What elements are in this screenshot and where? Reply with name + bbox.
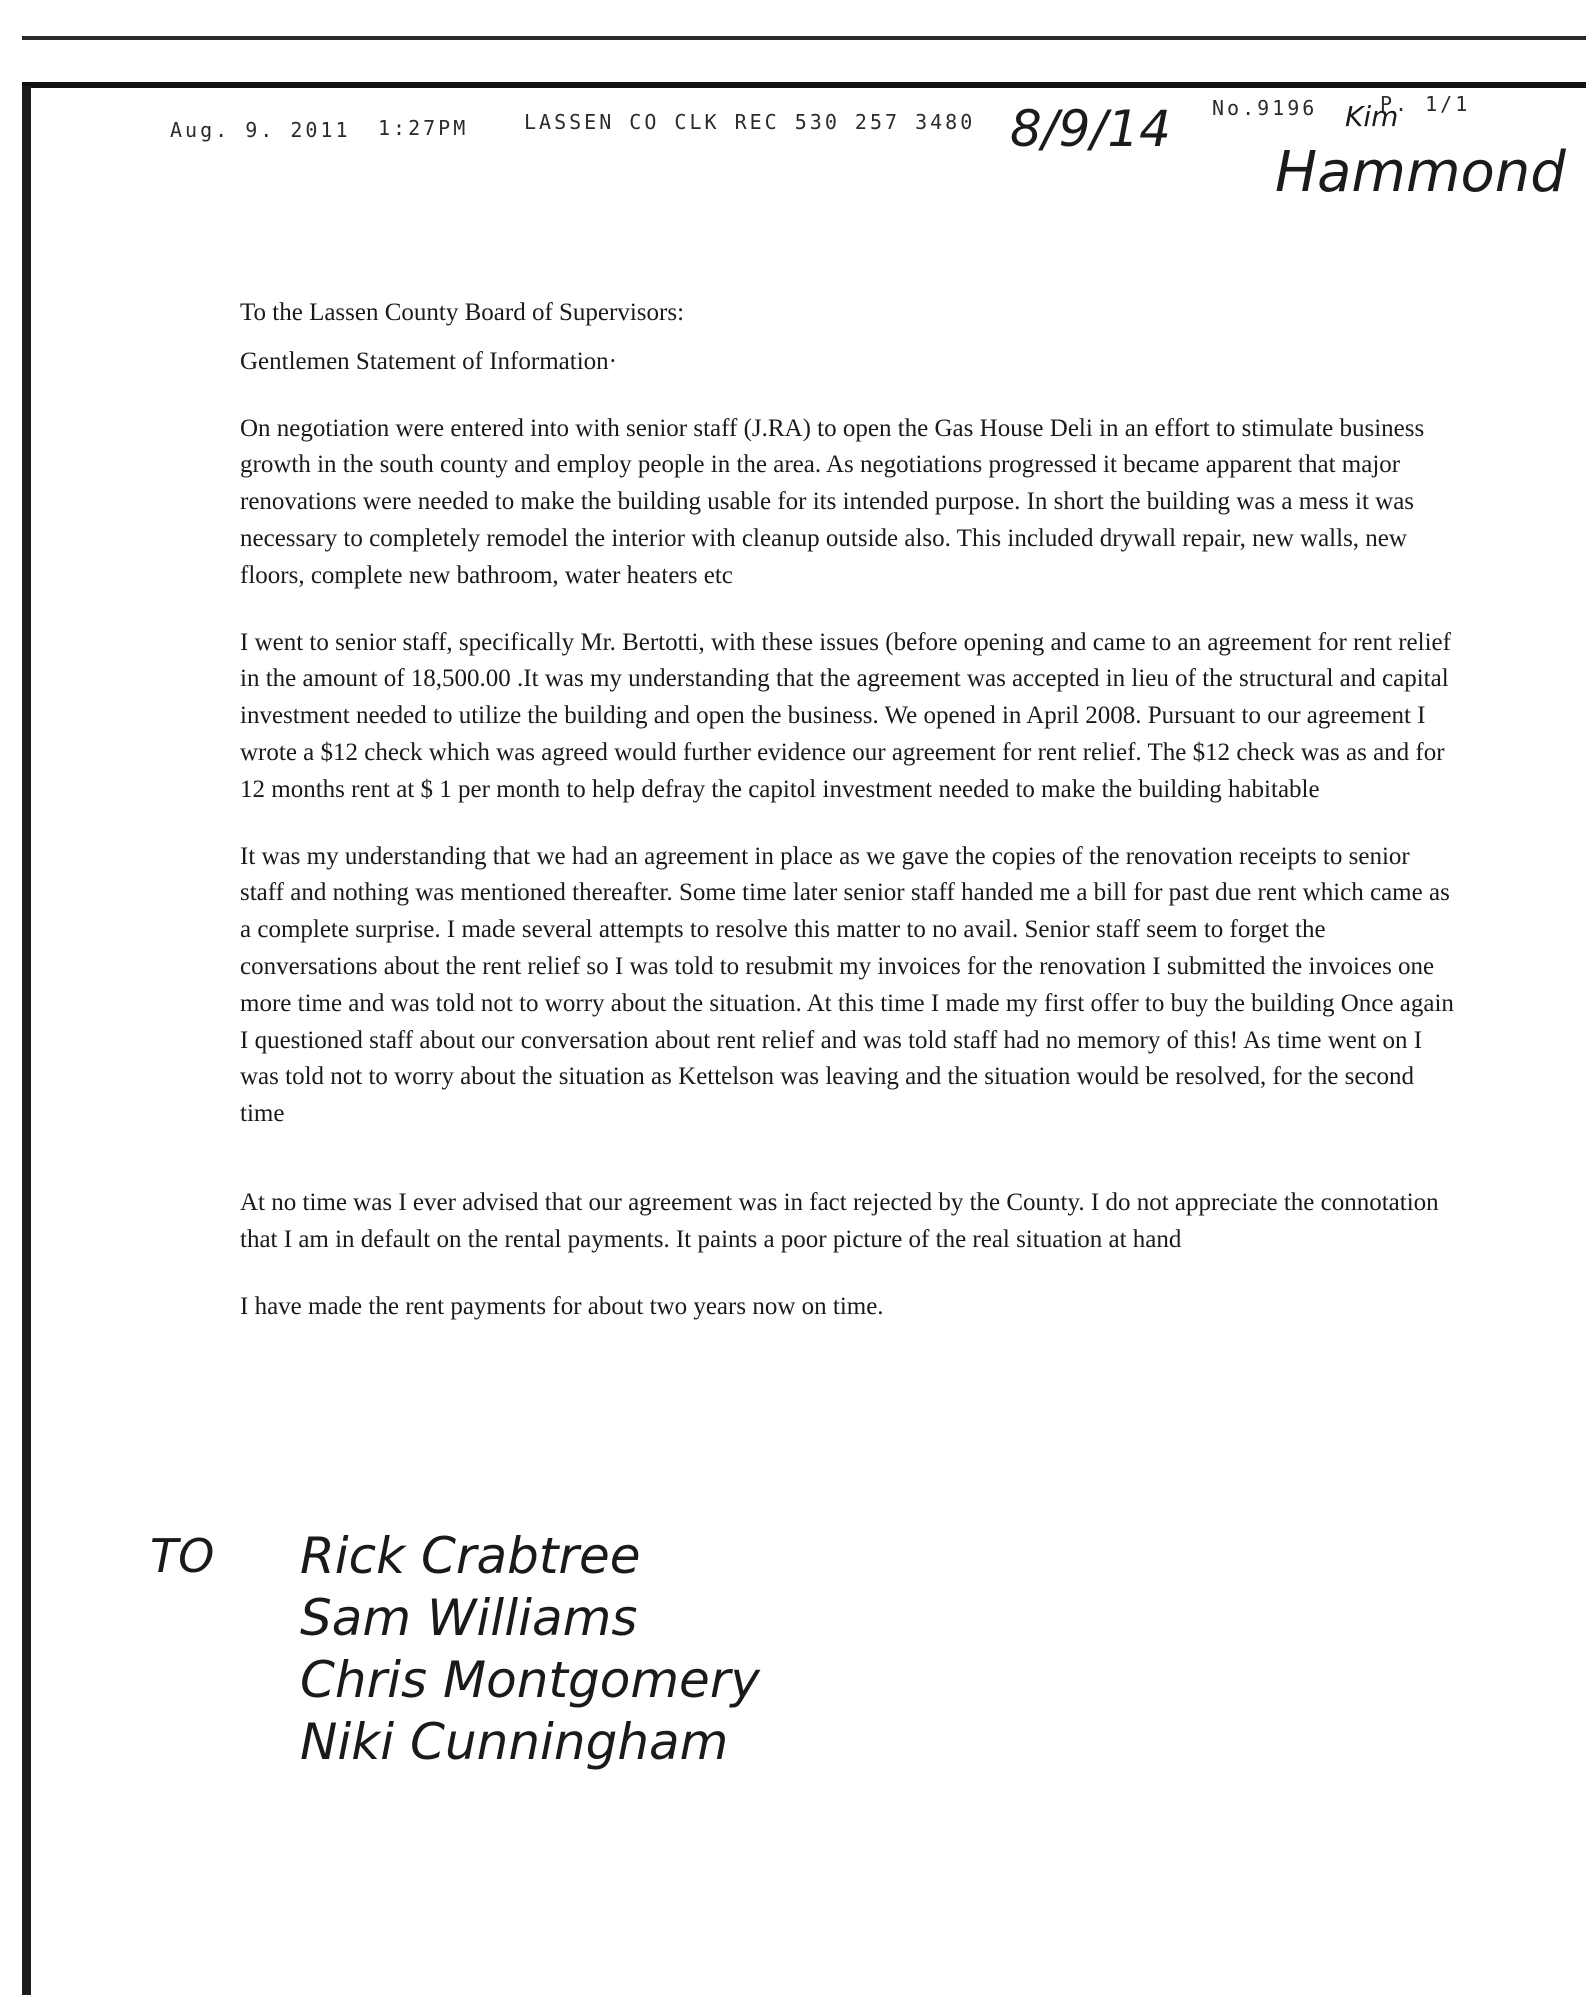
recipient-name: Niki Cunningham [300, 1713, 729, 1771]
letter-paragraph: On negotiation were entered into with senior staff (J.RA) to open the Gas House Deli in an effort to stimulate business growth in the south county and employ people in the area. As negotiations progressed it became apparent that major renovations were needed to make the building usable for its intended purpose. In short the building was a mess it was necessary to completely remodel the interior with cleanup outside also. This included drywall repair, new walls, new floors, complete new bathroom, water heaters etc [240, 414, 1425, 589]
recipient-row [150, 1711, 760, 1773]
handwritten-name-top: Kim [1345, 100, 1399, 133]
fax-header-time: 1:27PM [378, 116, 469, 140]
recipient-list [150, 1525, 760, 1773]
recipient-row [150, 1525, 760, 1587]
letter-subject: Gentlemen Statement of Information· [240, 347, 617, 375]
letter-paragraph: I have made the rent payments for about two years now on time. [240, 1292, 884, 1320]
recipient-name: Rick Crabtree [300, 1527, 641, 1585]
recipient-to-label: TO [150, 1529, 215, 1583]
page-edge-top [22, 36, 1586, 86]
recipient-name: Sam Williams [300, 1589, 638, 1647]
letter-body [240, 285, 1455, 1325]
fax-header-date: Aug. 9. 2011 [170, 118, 351, 142]
recipient-name: Chris Montgomery [300, 1651, 760, 1709]
fax-header-page: P. 1/1 [1380, 92, 1471, 116]
handwritten-name-bottom: Hammond [1275, 140, 1566, 205]
fax-header-number: No.9196 [1212, 96, 1318, 120]
letter-paragraph: I went to senior staff, specifically Mr. Bertotti, with these issues (before opening and came to an agreement for rent relief in the amount of 18,500.00 .It was my understanding that the agreement was accepted in lieu of the structural and capital investment needed to utilize the building and open the business. We opened in April 2008. Pursuant to our agreement I wrote a $12 check which was agreed would further evidence our agreement for rent relief. The $12 check was as and for 12 months rent at $ 1 per month to help defray the capitol investment needed to make the building habitable [240, 628, 1451, 803]
handwritten-date: 8/9/14 [1010, 100, 1171, 158]
letter-salutation: To the Lassen County Board of Supervisors: [240, 299, 685, 326]
recipient-row [150, 1587, 760, 1649]
fax-header-sender: LASSEN CO CLK REC 530 257 3480 [524, 110, 976, 134]
letter-paragraph: It was my understanding that we had an agreement in place as we gave the copies of the renovation receipts to senior staff and nothing was mentioned thereafter. Some time later senior staff handed me a bill for past due rent which came as a complete surprise. I made several attempts to resolve this matter to no avail. Senior staff seem to forget the conversations about the rent relief so I was told to resubmit my invoices for the renovation I submitted the invoices one more time and was told not to worry about the situation. At this time I made my first offer to buy the building Once again I questioned staff about our conversation about rent relief and was told staff had no memory of this! As time went on I was told not to worry about the situation as Kettelson was leaving and the situation would be resolved, for the second time [240, 842, 1454, 1128]
letter-paragraph: At no time was I ever advised that our agreement was in fact rejected by the County. I do not appreciate the connotation that I am in default on the rental payments. It paints a poor picture of the real situation at hand [240, 1188, 1439, 1253]
page-border-left [22, 86, 31, 1995]
recipient-row [150, 1649, 760, 1711]
page-border-bar [22, 82, 1586, 88]
